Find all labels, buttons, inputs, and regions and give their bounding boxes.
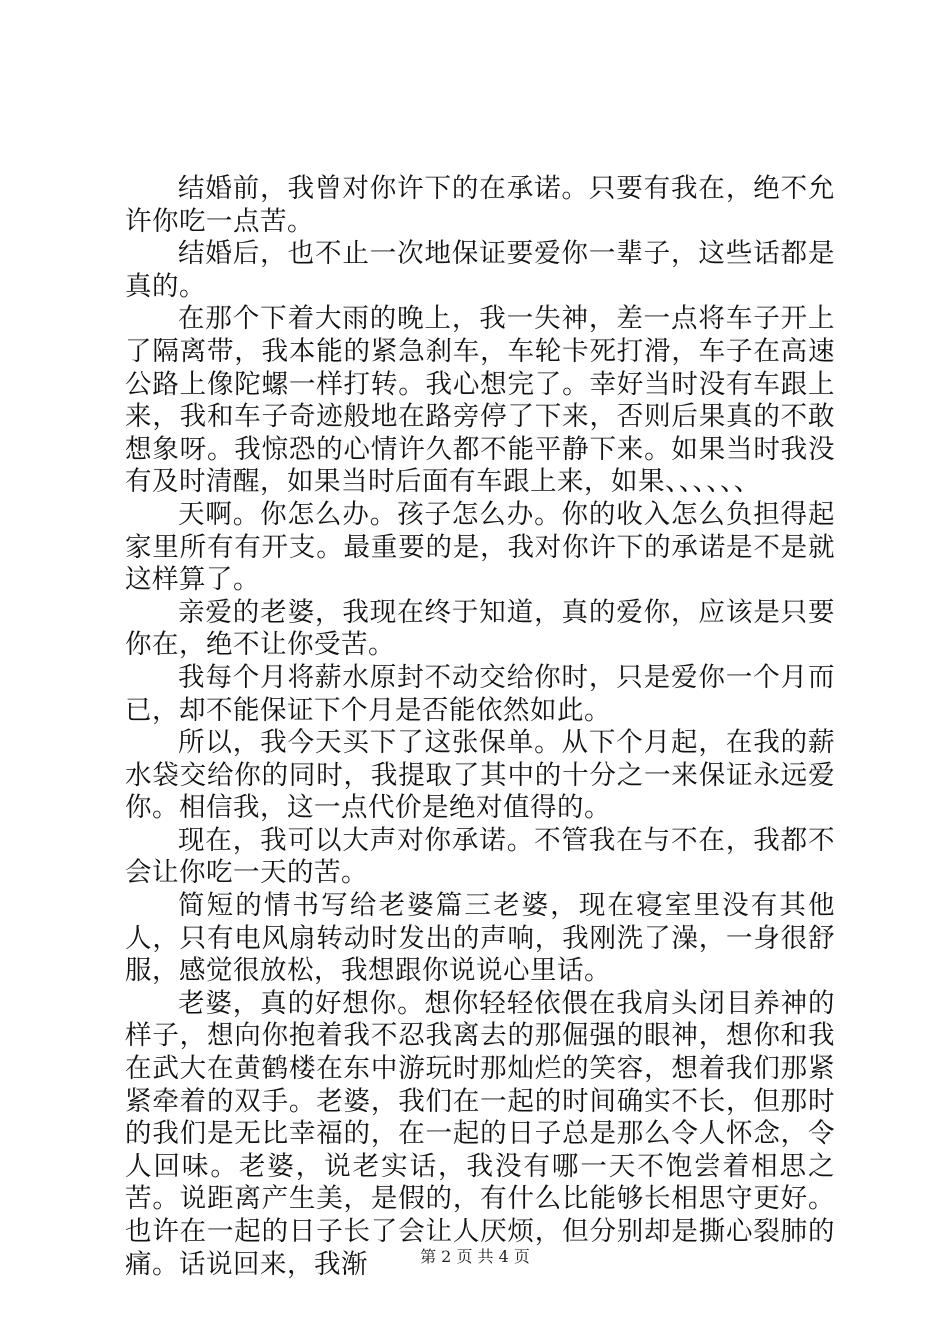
- page-number-footer: 第 2 页 共 4 页: [420, 1247, 530, 1266]
- paragraph: 亲爱的老婆，我现在终于知道，真的爱你，应该是只要你在，绝不让你受苦。: [125, 596, 835, 661]
- paragraph: 天啊。你怎么办。孩子怎么办。你的收入怎么负担得起家里所有有开支。最重要的是，我对你许下的承诺是不是就这样算了。: [125, 498, 835, 596]
- paragraph: 在那个下着大雨的晚上，我一失神，差一点将车子开上了隔离带，我本能的紧急刹车，车轮卡死打滑，车子在高速公路上像陀螺一样打转。我心想完了。幸好当时没有车跟上来，我和车子奇迹般地在路旁停了下来，否则后果真的不敢想象呀。我惊恐的心情许久都不能平静下来。如果当时我没有及时清醒，如果当时后面有车跟上来，如果、、、、、、: [125, 303, 835, 498]
- paragraph: 老婆，真的好想你。想你轻轻依偎在我肩头闭目养神的样子，想向你抱着我不忍我离去的那倔强的眼神，想你和我在武大在黄鹤楼在东中游玩时那灿烂的笑容，想着我们那紧紧牵着的双手。老婆，我们在一起的时间确实不长，但那时的我们是无比幸福的，在一起的日子总是那么令人怀念，令人回味。老婆，说老实话，我没有哪一天不饱尝着相思之苦。说距离产生美，是假的，有什么比能够长相思守更好。也许在一起的日子长了会让人厌烦，但分别却是撕心裂肺的痛。话说回来，我渐: [125, 987, 835, 1280]
- paragraph: 简短的情书写给老婆篇三老婆，现在寝室里没有其他人，只有电风扇转动时发出的声响，我刚洗了澡，一身很舒服，感觉很放松，我想跟你说说心里话。: [125, 890, 835, 987]
- paragraph: 所以，我今天买下了这张保单。从下个月起，在我的薪水袋交给你的同时，我提取了其中的十分之一来保证永远爱你。相信我，这一点代价是绝对值得的。: [125, 727, 835, 824]
- paragraph: 我每个月将薪水原封不动交给你时，只是爱你一个月而已，却不能保证下个月是否能依然如此。: [125, 661, 835, 726]
- document-body: [125, 173, 835, 1281]
- paragraph: 结婚后，也不止一次地保证要爱你一辈子，这些话都是真的。: [125, 238, 835, 302]
- paragraph: 现在，我可以大声对你承诺。不管我在与不在，我都不会让你吃一天的苦。: [125, 824, 835, 889]
- paragraph: 结婚前，我曾对你许下的在承诺。只要有我在，绝不允许你吃一点苦。: [125, 173, 835, 237]
